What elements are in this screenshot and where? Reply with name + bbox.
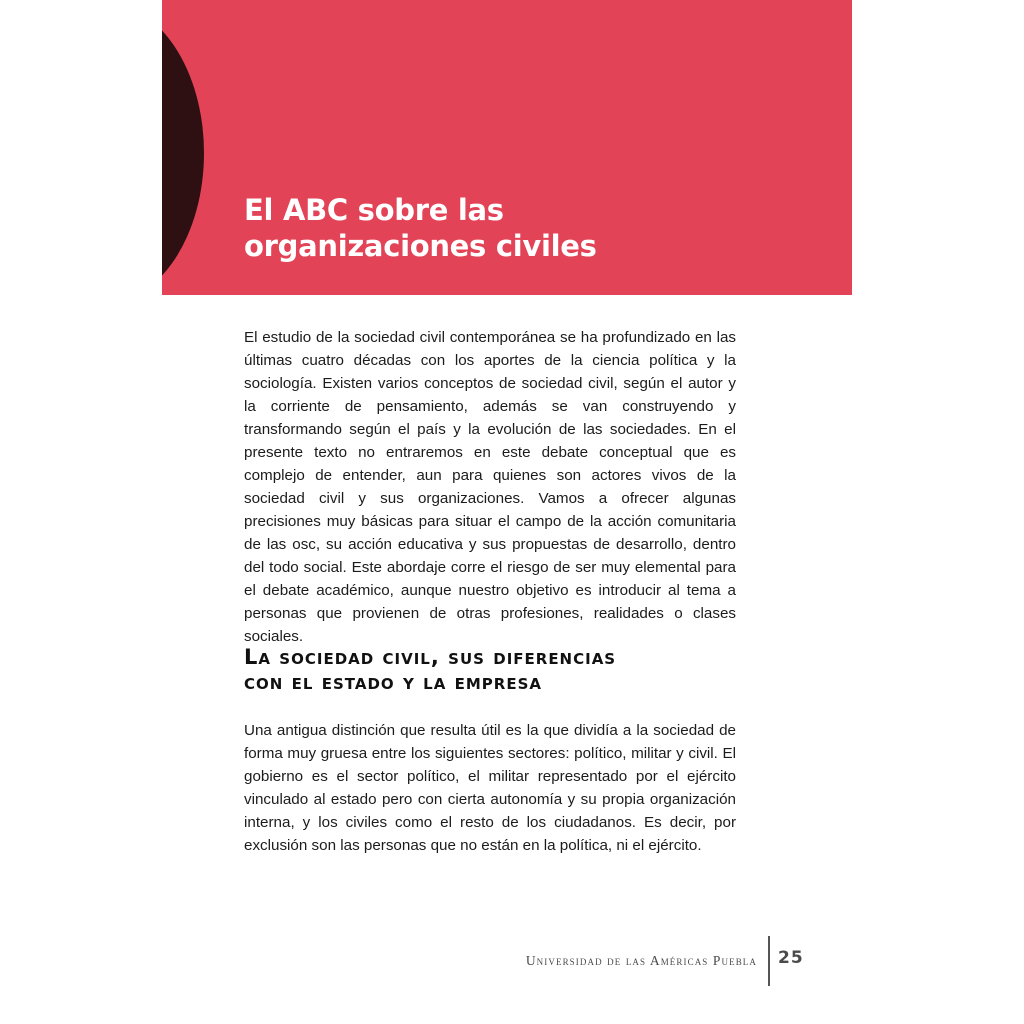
section-heading-line: La sociedad civil, sus diferencias xyxy=(244,645,617,669)
decorative-circle xyxy=(162,2,204,295)
section-heading-line: con el estado y la empresa xyxy=(244,670,543,694)
footer-university: Universidad de las Américas Puebla xyxy=(525,953,757,968)
chapter-title xyxy=(244,192,804,264)
chapter-title-line: organizaciones civiles xyxy=(244,229,597,263)
section-heading xyxy=(244,645,764,695)
book-page xyxy=(162,0,852,1024)
intro-paragraph: El estudio de la sociedad civil contemporánea se ha profundizado en las últimas cuatro décadas con los aportes de la ciencia política y la sociología. Existen varios conceptos de sociedad civil, según el autor y la corriente de pensamiento, además se van construyendo y transformando según el país y la evolución de las sociedades. En el presente texto no entraremos en este debate conceptual que es complejo de entender, aun para quienes son actores vivos de la sociedad civil y sus organizaciones. Vamos a ofrecer algunas precisiones muy básicas para situar el campo de la acción comunitaria de las osc, su acción educativa y sus propuestas de desarrollo, dentro del todo social. Este abordaje corre el riesgo de ser muy elemental para el debate académico, aunque nuestro objetivo es introducir al tema a personas que provienen de otras profesiones, realidades o clases sociales. xyxy=(244,329,736,645)
chapter-header-band xyxy=(162,0,852,295)
footer-divider xyxy=(768,936,770,986)
section-paragraph: Una antigua distinción que resulta útil es la que dividía a la sociedad de forma muy gruesa entre los siguientes sectores: político, militar y civil. El gobierno es el sector político, el militar representado por el ejército vinculado al estado pero con cierta autonomía y su propia organización interna, y los civiles como el resto de los ciudadanos. Es decir, por exclusión son las personas que no están en la política, ni el ejército. xyxy=(244,722,736,854)
page-number: 25 xyxy=(778,948,804,968)
chapter-title-line: El ABC sobre las xyxy=(244,193,504,227)
